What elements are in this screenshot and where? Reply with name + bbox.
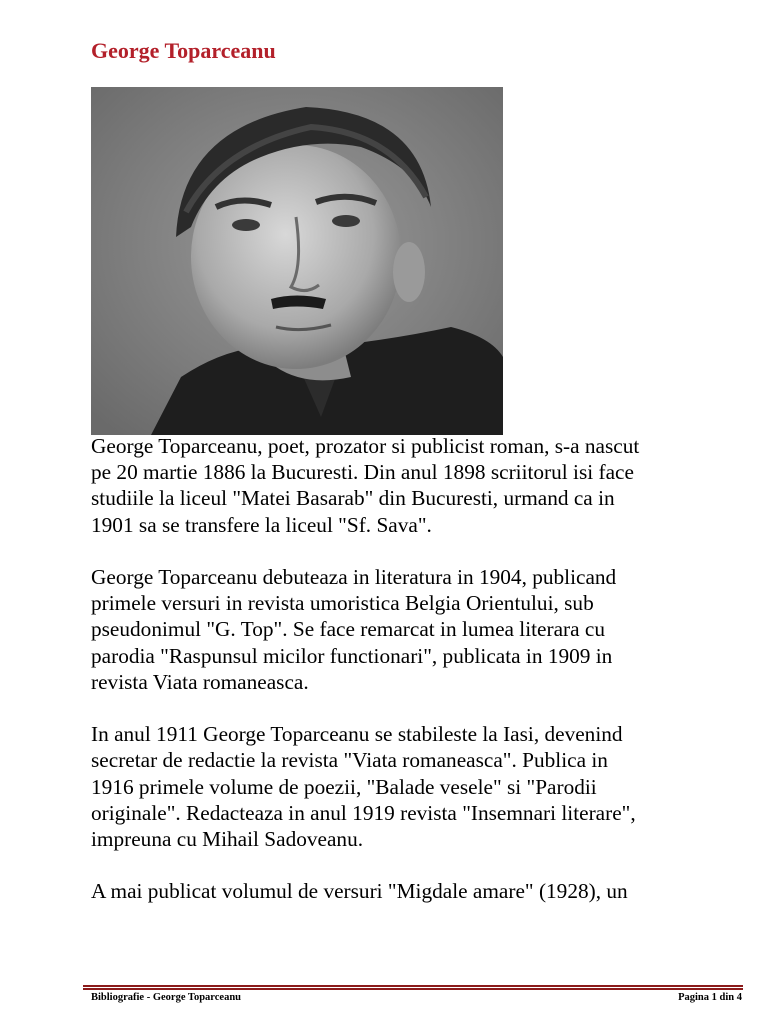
portrait-photo <box>91 87 503 435</box>
paragraph-1: George Toparceanu, poet, prozator si publicist roman, s-a nascut pe 20 martie 1886 la Bucuresti. Din anul 1898 scriitorul isi face studiile la liceul "Matei Basarab" din Bucuresti, urmand ca in 1901 sa se transfere la liceul "Sf. Sava". <box>91 434 640 537</box>
paragraph-3: In anul 1911 George Toparceanu se stabileste la Iasi, devenind secretar de redactie la revista "Viata romaneasca". Publica in 1916 primele volume de poezii, "Balade vesele" si "Parodii originale". Redacteaza in anul 1919 revista "Insemnari literare", impreuna cu Mihail Sadoveanu. <box>91 722 636 852</box>
footer-page-number: Pagina 1 din 4 <box>678 992 742 1003</box>
portrait-icon <box>91 87 503 435</box>
paragraph-4: A mai publicat volumul de versuri "Migdale amare" (1928), un <box>91 879 628 904</box>
footer-document-title: Bibliografie - George Toparceanu <box>91 992 242 1003</box>
footer-rule-top <box>83 985 743 987</box>
biography-text <box>91 433 751 931</box>
footer-rule-bottom <box>83 988 743 990</box>
page-title: George Toparceanu <box>91 38 276 63</box>
paragraph-2: George Toparceanu debuteaza in literatura in 1904, publicand primele versuri in revista umoristica Belgia Orientului, sub pseudonimul "G. Top". Se face remarcat in lumea literara cu parodia "Raspunsul micilor functionari", publicata in 1909 in revista Viata romaneasca. <box>91 565 617 694</box>
